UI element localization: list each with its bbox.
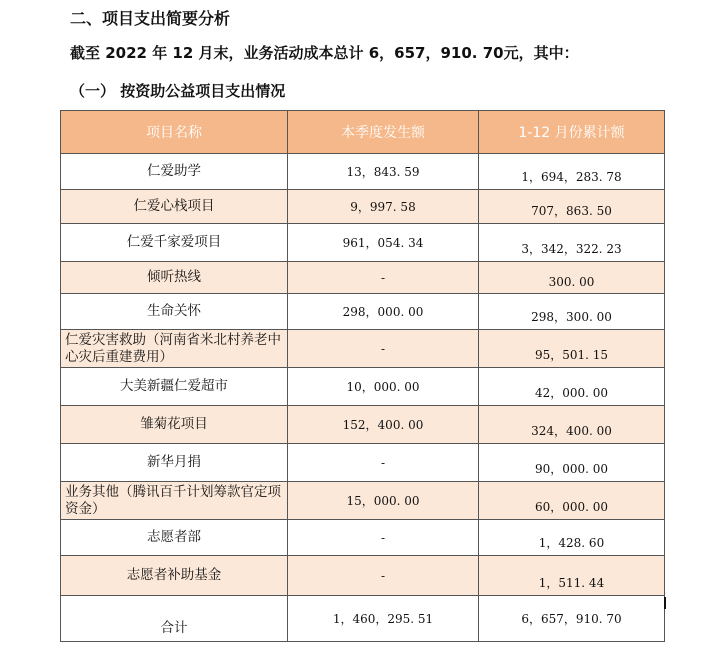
project-name-cell: 生命关怀 <box>61 294 288 330</box>
table-row <box>61 154 665 190</box>
cumulative-amount-cell: 3，342，322. 23 <box>479 224 665 262</box>
cursor-mark <box>664 597 666 609</box>
cumulative-amount-cell: 95，501. 15 <box>479 330 665 368</box>
table-header-row <box>61 111 665 154</box>
project-name-cell: 志愿者部 <box>61 520 288 556</box>
cumulative-amount-cell: 1，511. 44 <box>479 556 665 596</box>
project-name-cell: 业务其他（腾讯百千计划筹款官定项资金） <box>61 482 288 520</box>
table-row <box>61 556 665 596</box>
cumulative-amount-cell: 42，000. 00 <box>479 368 665 406</box>
project-name-cell: 仁爱灾害救助（河南省米北村养老中心灾后重建费用） <box>61 330 288 368</box>
cumulative-amount-cell: 1，694，283. 78 <box>479 154 665 190</box>
total-label-cell: 合计 <box>61 596 288 642</box>
cumulative-amount-cell: 90，000. 00 <box>479 444 665 482</box>
project-name-cell: 仁爱千家爱项目 <box>61 224 288 262</box>
quarter-amount-cell: - <box>288 444 479 482</box>
table-row <box>61 190 665 224</box>
project-name-cell: 志愿者补助基金 <box>61 556 288 596</box>
project-name-cell: 新华月捐 <box>61 444 288 482</box>
project-name-cell: 仁爱助学 <box>61 154 288 190</box>
quarter-amount-cell: 10，000. 00 <box>288 368 479 406</box>
project-name-cell: 大美新疆仁爱超市 <box>61 368 288 406</box>
header-quarter-amount: 本季度发生额 <box>288 111 479 154</box>
quarter-amount-cell: 15，000. 00 <box>288 482 479 520</box>
table-row <box>61 482 665 520</box>
quarter-amount-cell: 9，997. 58 <box>288 190 479 224</box>
table-total-row <box>61 596 665 642</box>
quarter-amount-cell: - <box>288 520 479 556</box>
total-quarter-cell: 1，460，295. 51 <box>288 596 479 642</box>
expense-table <box>60 110 665 642</box>
cumulative-amount-cell: 298，300. 00 <box>479 294 665 330</box>
table-row <box>61 262 665 294</box>
table-row <box>61 406 665 444</box>
quarter-amount-cell: 298，000. 00 <box>288 294 479 330</box>
table-row <box>61 368 665 406</box>
header-project-name: 项目名称 <box>61 111 288 154</box>
section-title: 二、项目支出简要分析 <box>70 9 231 28</box>
table-row <box>61 444 665 482</box>
subsection-title: （一） 按资助公益项目支出情况 <box>70 82 286 100</box>
project-name-cell: 倾听热线 <box>61 262 288 294</box>
table-row <box>61 330 665 368</box>
header-cumulative-amount: 1-12 月份累计额 <box>479 111 665 154</box>
project-name-cell: 雏菊花项目 <box>61 406 288 444</box>
cumulative-amount-cell: 707，863. 50 <box>479 190 665 224</box>
cumulative-amount-cell: 324，400. 00 <box>479 406 665 444</box>
cumulative-amount-cell: 1，428. 60 <box>479 520 665 556</box>
table-row <box>61 520 665 556</box>
cumulative-amount-cell: 60，000. 00 <box>479 482 665 520</box>
summary-text: 截至 2022 年 12 月末，业务活动成本总计 6，657，910. 70元，其中： <box>70 44 579 62</box>
quarter-amount-cell: - <box>288 556 479 596</box>
quarter-amount-cell: 961，054. 34 <box>288 224 479 262</box>
quarter-amount-cell: 152，400. 00 <box>288 406 479 444</box>
total-cumulative-cell: 6，657，910. 70 <box>479 596 665 642</box>
project-name-cell: 仁爱心栈项目 <box>61 190 288 224</box>
quarter-amount-cell: 13，843. 59 <box>288 154 479 190</box>
table-row <box>61 294 665 330</box>
quarter-amount-cell: - <box>288 330 479 368</box>
quarter-amount-cell: - <box>288 262 479 294</box>
table-row <box>61 224 665 262</box>
cumulative-amount-cell: 300. 00 <box>479 262 665 294</box>
